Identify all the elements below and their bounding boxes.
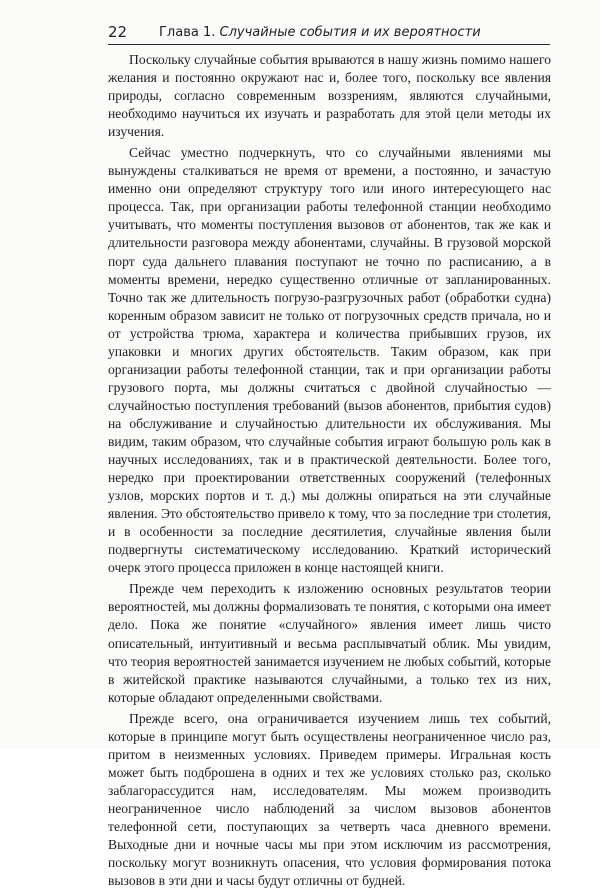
- running-header: [108, 22, 550, 45]
- paragraph: Прежде всего, она ограничивается изучением лишь тех событий, которые в принципе могут быть осуществлены неограниченное число раз, притом в неизменных условиях. Приведем примеры. Игральная кость может быть подброшена в одних и тех же условиях столько раз, сколько заблагорассудится нам, исследователям. Мы можем производить неограниченное число наблюдений за числом вызовов абонентов телефонной сети, поступающих за четверть часа дневного времени. Выходные дни и ночные часы мы при этом исключим из рассмотрения, поскольку могут возникнуть опасения, что условия формирования потока вызовов в эти дни и часы будут отличны от будней.: [108, 710, 551, 889]
- chapter-title: Случайные события и их вероятности: [219, 25, 481, 40]
- chapter-label: Глава 1.: [159, 25, 216, 40]
- paragraph: Сейчас уместно подчеркнуть, что со случайными явлениями мы вынуждены сталкиваться не время от времени, а постоянно, и зачастую именно они определяют структуру того или иного интересующего нас процесса. Так, при организации работы телефонной станции необходимо учитывать, что моменты поступления вызовов от абонентов, так же как и длительности разговора между абонентами, случайны. В грузовой морской порт суда дальнего плавания поступают не точно по расписанию, а в моменты времени, нередко существенно отличные от запланированных. Точно так же длительность погрузо-разгрузочных работ (обработки судна) коренным образом зависит не только от погрузочных средств причала, но и от устройства трюма, характера и количества прибывших грузов, их упаковки и многих других обстоятельств. Таким образом, как при организации работы телефонной станции, так и при организации работы грузового порта, мы должны считаться с двойной случайностью — случайностью поступления требований (вызов абонентов, прибытия судов) на обслуживание и случайностью длительности их обслуживания. Мы видим, таким образом, что случайные события играют большую роль как в научных исследованиях, так и в практической деятельности. Более того, нередко при проектировании ответственных сооружений (телефонных узлов, морских портов и т. д.) мы должны опираться на эти случайные явления. Это обстоятельство привело к тому, что за последние три столетия, и в особенности за последние десятилетия, случайные явления были подвергнуты систематическому исследованию. Краткий исторический очерк этого процесса приложен в конце настоящей книги.: [108, 145, 551, 576]
- body-text: [108, 51, 551, 890]
- paragraph: Поскольку случайные события врываются в нашу жизнь помимо нашего желания и постоянно окружают нас и, более того, поскольку все явления природы, согласно современным воззрениям, являются случайными, необходимо научиться их изучать и разработать для этой цели методы их изучения.: [108, 52, 551, 140]
- paragraph: Прежде чем переходить к изложению основных результатов теории вероятностей, мы должны формализовать те понятия, с которыми она имеет дело. Пока же понятие «случайного» явления имеет лишь чисто описательный, интуитивный и весьма расплывчатый облик. Мы увидим, что теория вероятностей занимается изучением не любых событий, которые в житейской практике называются случайными, а только тех из них, которые обладают определенными свойствами.: [108, 581, 551, 705]
- page-number: 22: [108, 23, 128, 41]
- chapter-heading: [159, 25, 481, 40]
